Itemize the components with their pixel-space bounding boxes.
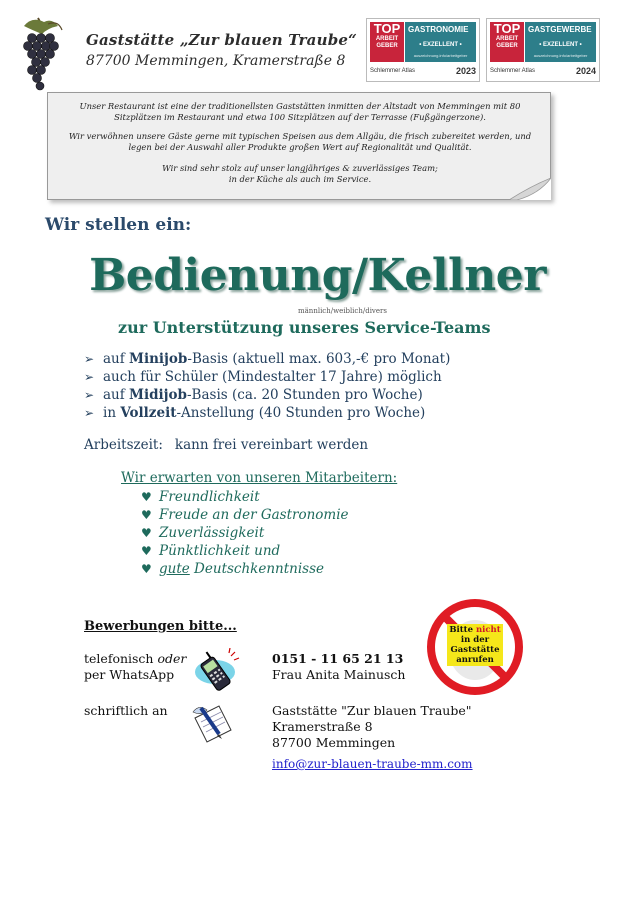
heart-bullet-icon: ♥ xyxy=(141,526,152,540)
intro-paragraph-3a: Wir sind sehr stolz auf unser langjähriges & zuverlässiges Team; xyxy=(162,163,438,173)
working-hours-value: kann frei vereinbart werden xyxy=(174,437,369,453)
mobile-phone-icon xyxy=(193,648,243,692)
grapes-logo-icon xyxy=(18,14,64,92)
phone-label: telefonisch oder per WhatsApp xyxy=(84,651,187,682)
gender-note: männlich/weiblich/divers xyxy=(298,307,387,315)
heart-bullet-icon: ♥ xyxy=(141,562,152,576)
list-item: ♥ Pünktlichkeit und xyxy=(141,543,281,559)
applications-heading: Bewerbungen bitte... xyxy=(84,619,237,634)
arrow-bullet-icon: ➢ xyxy=(84,388,95,402)
badge-year: 2024 xyxy=(575,66,596,76)
working-hours-label: Arbeitszeit: xyxy=(84,437,163,453)
intro-paragraph-1: Unser Restaurant ist eine der traditionellsten Gaststätten inmitten der Altstadt von Memmingen mit 80 Sitzplätzen im Restaurant und etwa 100 Sitzplätzen auf der Terrasse (Fußgängerzone). xyxy=(79,101,521,122)
intro-note xyxy=(47,92,551,200)
arrow-bullet-icon: ➢ xyxy=(84,352,95,366)
heart-bullet-icon: ♥ xyxy=(141,544,152,558)
postal-address: Gaststätte "Zur blauen Traube" Kramerstraße 8 87700 Memmingen xyxy=(272,703,472,750)
intro-paragraph-2: Wir verwöhnen unsere Gäste gerne mit typischen Speisen aus dem Allgäu, die frisch zubereitet werden, und legen bei der Auswahl aller Produkte großen Wert auf Regionalität und Qualität. xyxy=(68,131,532,152)
list-item: ♥ Freundlichkeit xyxy=(141,489,260,505)
page-curl-icon xyxy=(509,178,551,200)
list-item: ➢ in Vollzeit-Anstellung (40 Stunden pro Woche) xyxy=(84,405,426,421)
job-options-list xyxy=(84,350,450,422)
list-item: ♥ Zuverlässigkeit xyxy=(141,525,265,541)
restaurant-address: 87700 Memmingen, Kramerstraße 8 xyxy=(86,53,346,69)
arrow-bullet-icon: ➢ xyxy=(84,370,95,384)
contact-person: Frau Anita Mainusch xyxy=(272,667,406,682)
working-hours xyxy=(84,437,368,453)
list-item: ➢ auf Minijob-Basis (aktuell max. 603,-€ pro Monat) xyxy=(84,351,451,367)
list-item: ➢ auch für Schüler (Mindestalter 17 Jahre) möglich xyxy=(84,369,442,385)
badge-category: GASTRONOMIE xyxy=(408,25,469,34)
email-link[interactable]: info@zur-blauen-traube-mm.com xyxy=(272,757,473,771)
list-item: ♥ Freude an der Gastronomie xyxy=(141,507,349,523)
do-not-call-text: Bitte nicht in der Gaststätte anrufen xyxy=(447,624,503,666)
pen-paper-icon xyxy=(189,700,235,746)
top-arbeitgeber-badge-2023: TOP ARBEIT GEBER GASTRONOMIE • EXZELLENT • auszeichnung.info/arbeitgeber Schlemmer Atlas 2023 xyxy=(366,18,480,82)
qualities-list xyxy=(141,488,349,578)
job-subtitle: zur Unterstützung unseres Service-Teams xyxy=(118,318,491,337)
written-label: schriftlich an xyxy=(84,703,168,718)
badge-year: 2023 xyxy=(455,66,476,76)
expectations-heading: Wir erwarten von unseren Mitarbeitern: xyxy=(121,470,398,486)
phone-contact xyxy=(272,651,405,683)
we-are-hiring-heading: Wir stellen ein: xyxy=(45,215,192,235)
heart-bullet-icon: ♥ xyxy=(141,490,152,504)
top-arbeitgeber-badge-2024: TOP ARBEIT GEBER GASTGEWERBE • EXZELLENT • auszeichnung.info/arbeitgeber Schlemmer Atlas 2024 xyxy=(486,18,600,82)
arrow-bullet-icon: ➢ xyxy=(84,406,95,420)
badge-category: GASTGEWERBE xyxy=(528,25,592,34)
restaurant-name: Gaststätte „Zur blauen Traube“ xyxy=(86,31,357,49)
job-title: Bedienung/Kellner xyxy=(89,250,546,301)
list-item: ➢ auf Midijob-Basis (ca. 20 Stunden pro Woche) xyxy=(84,387,423,403)
heart-bullet-icon: ♥ xyxy=(141,508,152,522)
intro-paragraph-3b: in der Küche als auch im Service. xyxy=(228,174,372,184)
list-item: ♥ gute Deutschkenntnisse xyxy=(141,561,325,577)
phone-number[interactable]: 0151 - 11 65 21 13 xyxy=(272,651,404,666)
